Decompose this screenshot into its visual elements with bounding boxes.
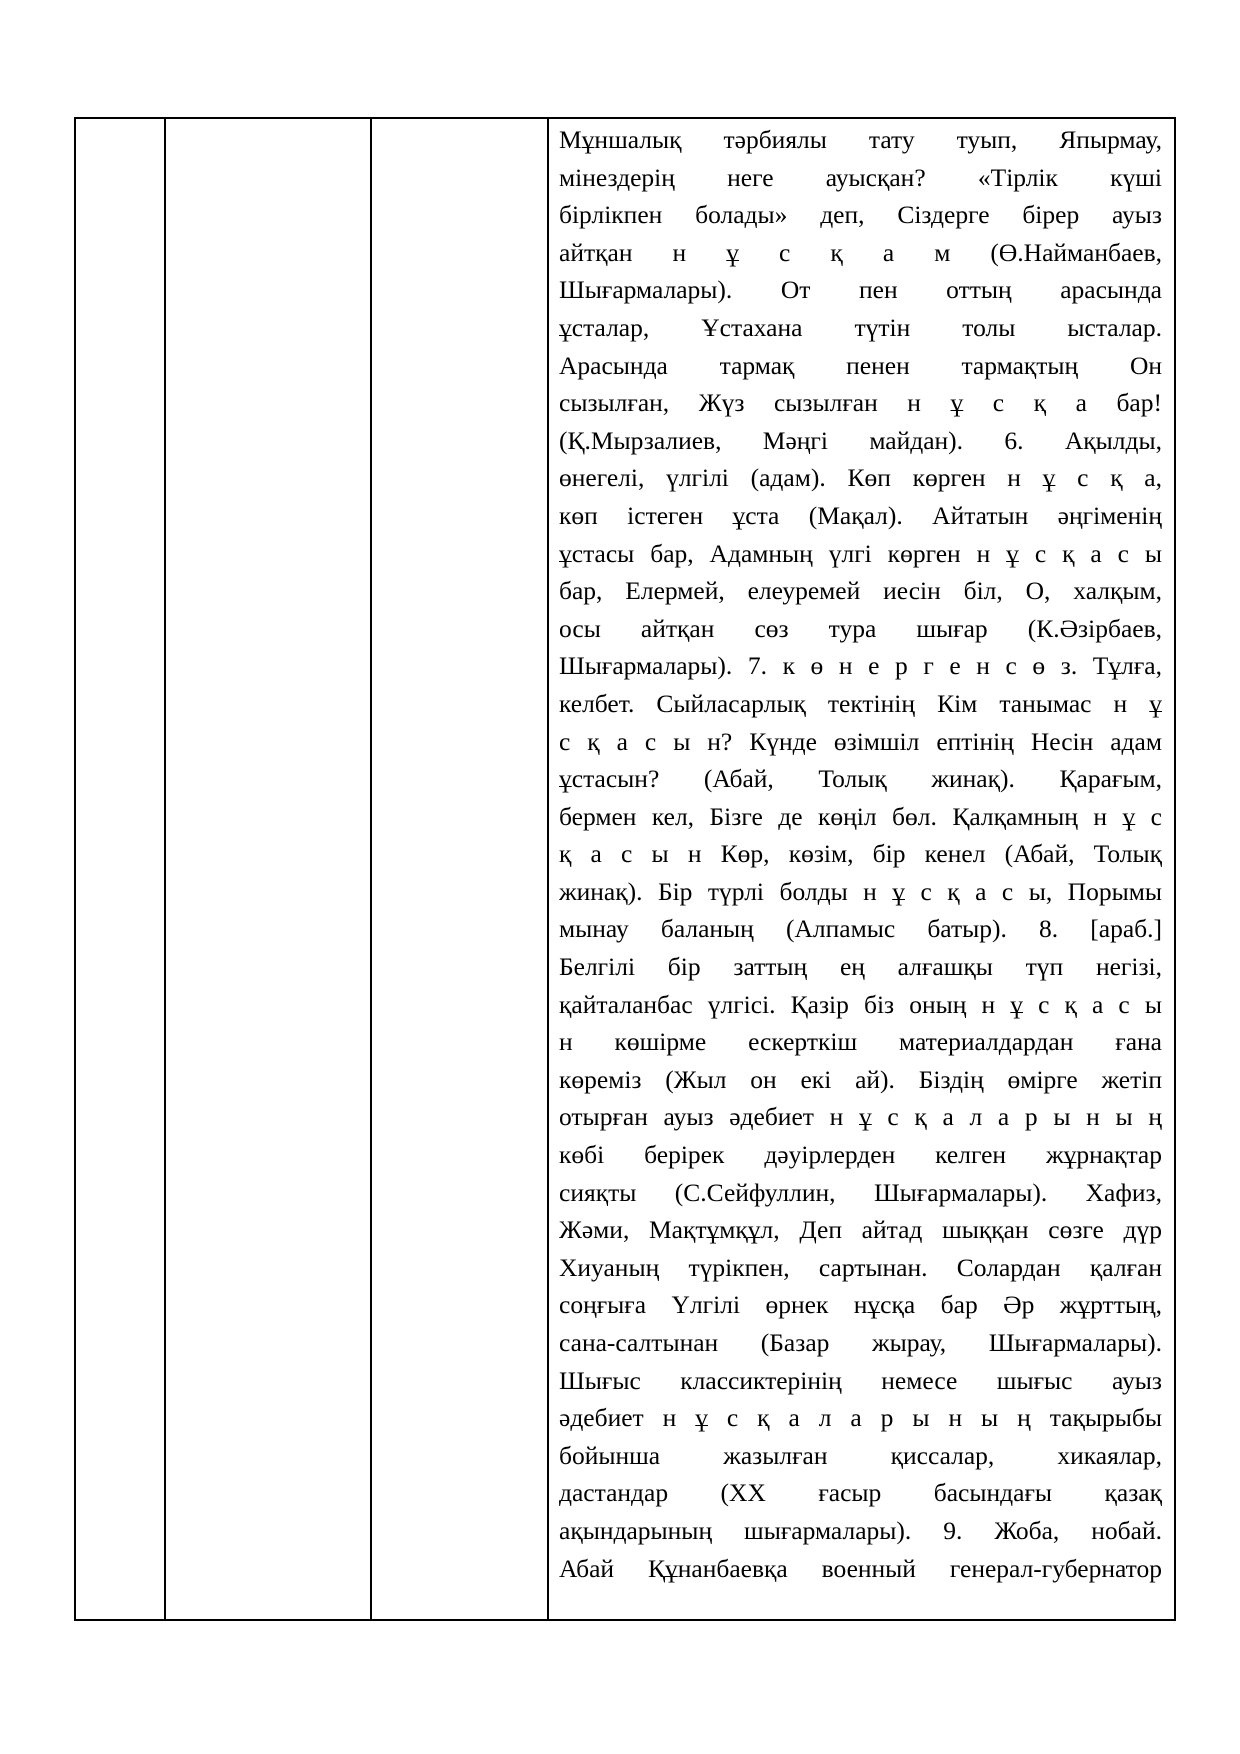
text-line: бірлікпен болады» деп, Сіздерге бірер ауыз — [559, 200, 1162, 230]
text-line: айтқан н ұ с қ а м (Ө.Найманбаев, — [559, 237, 1162, 267]
text-line: Мұншалық тәрбиялы тату туып, Япырмау, — [559, 125, 1162, 154]
text-line: ұсталар, Ұстахана түтін толы ысталар. — [559, 312, 1162, 342]
text-line: сияқты (С.Сейфуллин, Шығармалары). Хафиз, — [559, 1177, 1162, 1207]
text-line: көреміз (Жыл он екі ай). Біздің өмірге жетіп — [559, 1064, 1162, 1094]
text-line: с қ а с ы н? Күнде өзімшіл ептінің Несін адам — [559, 726, 1162, 756]
table-cell-col3 — [371, 118, 548, 1620]
text-line: осы айтқан сөз тура шығар (К.Әзірбаев, — [559, 613, 1162, 643]
dictionary-entry-text — [549, 119, 1174, 1587]
table-cell-col1 — [75, 118, 165, 1620]
text-line: Хиуаның түрікпен, сартынан. Солардан қалған — [559, 1252, 1162, 1282]
text-line: соңғыға Үлгілі өрнек нұсқа бар Әр жұрттың, — [559, 1290, 1162, 1320]
text-line: көбі берірек дәуірлерден келген жұрнақтар — [559, 1140, 1162, 1170]
text-line: Шығармалары). 7. к ө н е р г е н с ө з. Тұлға, — [559, 651, 1162, 681]
text-line: Абай Құнанбаевқа военный генерал-губернатор — [559, 1553, 1162, 1583]
text-line: бар, Елермей, елеуремей иесін біл, О, халқым, — [559, 576, 1162, 606]
text-line: н көшірме ескерткіш материалдардан ғана — [559, 1027, 1162, 1057]
text-line: Жәми, Мақтұмқұл, Деп айтад шыққан сөзге дүр — [559, 1215, 1162, 1245]
text-line: мынау баланың (Алпамыс батыр). 8. [араб.] — [559, 914, 1162, 944]
text-line: дастандар (ХХ ғасыр басындағы қазақ — [559, 1478, 1162, 1508]
text-line: (Қ.Мырзалиев, Мәңгі майдан). 6. Ақылды, — [559, 425, 1162, 455]
text-line: сана-салтынан (Базар жырау, Шығармалары). — [559, 1328, 1162, 1357]
text-line: сызылған, Жүз сызылған н ұ с қ а бар! — [559, 388, 1162, 418]
text-line: көп істеген ұста (Мақал). Айтатын әңгіменің — [559, 500, 1162, 530]
text-line: бермен кел, Бізге де көңіл бөл. Қалқамның н ұ с — [559, 801, 1162, 831]
text-line: Арасында тармақ пенен тармақтың Он — [559, 350, 1162, 380]
text-line: қайталанбас үлгісі. Қазір біз оның н ұ с қ а с ы — [559, 989, 1162, 1019]
text-line: ақындарының шығармалары). 9. Жоба, нобай. — [559, 1515, 1162, 1545]
text-line: өнегелі, үлгілі (адам). Көп көрген н ұ с қ а, — [559, 463, 1162, 493]
document-table — [74, 117, 1176, 1621]
text-line: Шығыс классиктерінің немесе шығыс ауыз — [559, 1365, 1162, 1395]
table-row — [75, 118, 1175, 1620]
text-line: Шығармалары). От пен оттың арасында — [559, 275, 1162, 305]
text-line: келбет. Сыйласарлық тектінің Кім танымас н ұ — [559, 688, 1162, 718]
text-line: бойынша жазылған қиссалар, хикаялар, — [559, 1440, 1162, 1470]
text-line: мінездерің неге ауысқан? «Тірлік күші — [559, 162, 1162, 192]
table-cell-col2 — [165, 118, 371, 1620]
text-line: Белгілі бір заттың ең алғашқы түп негізі, — [559, 952, 1162, 982]
table-cell-text — [548, 118, 1175, 1620]
text-line: әдебиет н ұ с қ а л а р ы н ы ң тақырыбы — [559, 1403, 1162, 1433]
text-line: отырған ауыз әдебиет н ұ с қ а л а р ы н ы ң — [559, 1102, 1162, 1132]
text-line: қ а с ы н Көр, көзім, бір кенел (Абай, Толық — [559, 839, 1162, 869]
text-line: ұстасы бар, Адамның үлгі көрген н ұ с қ а с ы — [559, 538, 1162, 568]
text-line: жинақ). Бір түрлі болды н ұ с қ а с ы, Порымы — [559, 876, 1162, 906]
text-line: ұстасын? (Абай, Толық жинақ). Қарағым, — [559, 764, 1162, 794]
